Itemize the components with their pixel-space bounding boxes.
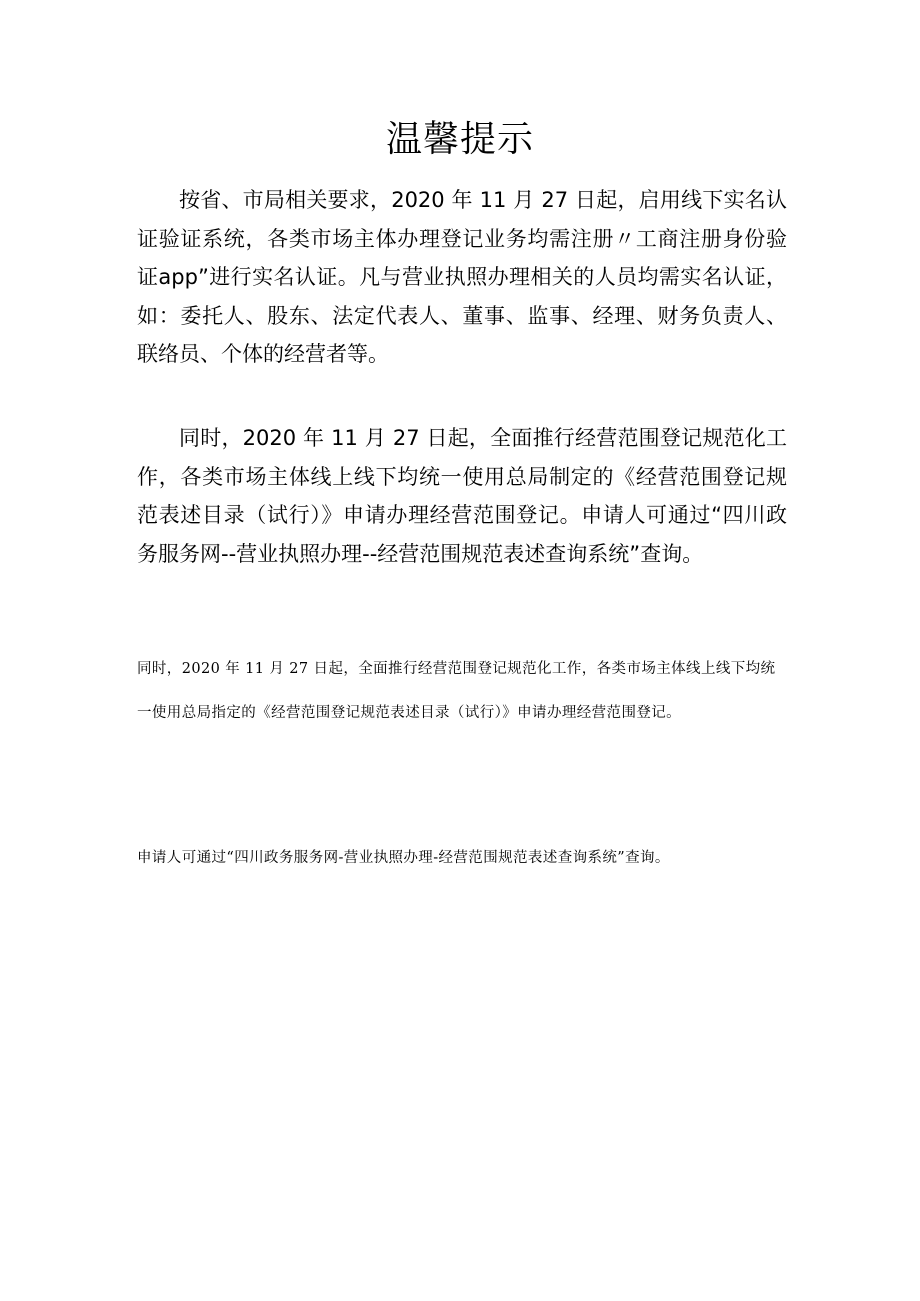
page-title: 温馨提示 xyxy=(385,119,534,160)
note-paragraph-business-scope: 同时，2020 年 11 月 27 日起，全面推行经营范围登记规范化工作，各类市场主体线上线下均统一使用总局指定的《经营范围登记规范表述目录（试行）》申请办理经营范围登记。 xyxy=(137,661,776,721)
note-paragraph-query-system: 申请人可通过“四川政务服务网-营业执照办理-经营范围规范表述查询系统”查询。 xyxy=(137,850,670,866)
notice-paragraph-business-scope: 同时，2020 年 11 月 27 日起，全面推行经营范围登记规范化工作，各类市场主体线上线下均统一使用总局制定的《经营范围登记规范表述目录（试行）》申请办理经营范围登记。申请人可通过“四川政务服务网--营业执照办理--经营范围规范表述查询系统”查询。 xyxy=(137,426,787,566)
notice-paragraph-real-name: 按省、市局相关要求，2020 年 11 月 27 日起，启用线下实名认证验证系统，各类市场主体办理登记业务均需注册〃工商注册身份验证app”进行实名认证。凡与营业执照办理相关的人员均需实名认证，如：委托人、股东、法定代表人、董事、监事、经理、财务负责人、联络员、个体的经营者等。 xyxy=(137,188,787,366)
